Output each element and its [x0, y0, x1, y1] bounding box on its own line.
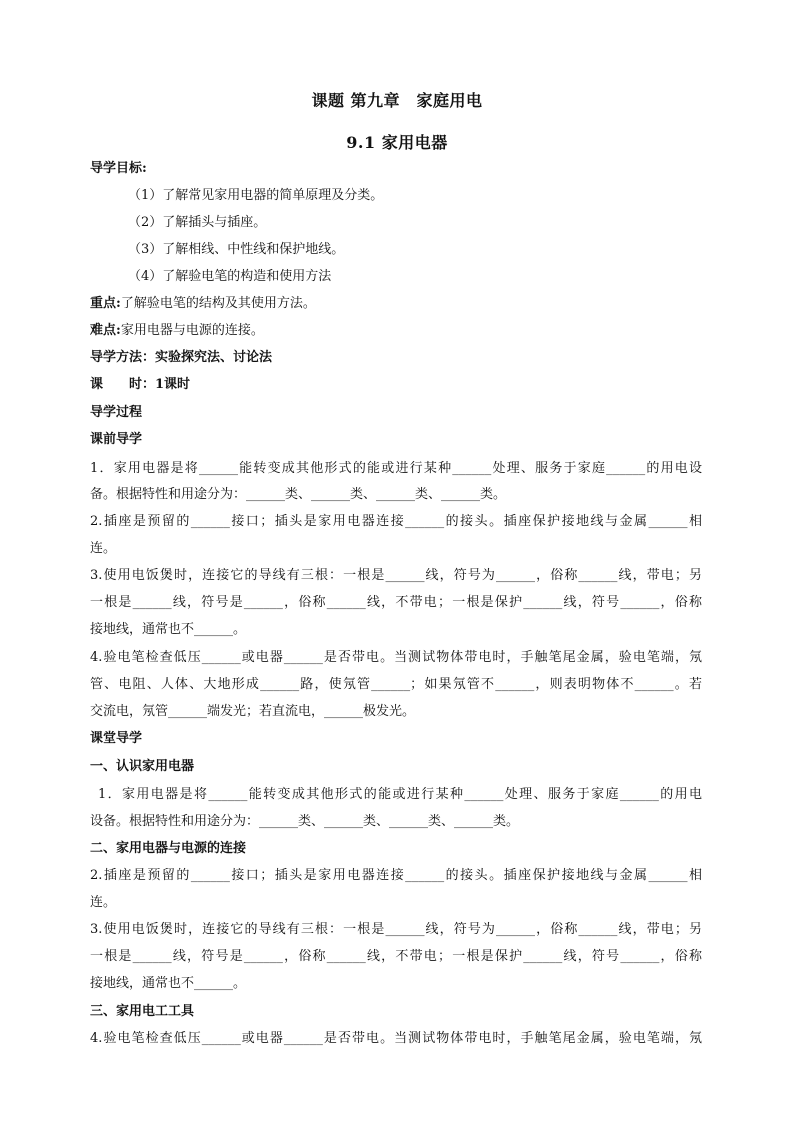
question-line: 1．家用电器是将______能转变成其他形式的能或进行某种______处理、服务于家庭______的用电设	[90, 461, 702, 476]
question-line: 3.使用电饭煲时，连接它的导线有三根：一根是______线，符号为______，俗称______线，带电；另	[90, 922, 702, 937]
key-point-label: 重点:	[90, 296, 121, 311]
section-title: 9.1 家用电器	[346, 133, 448, 152]
question-line: 1．家用电器是将______能转变成其他形式的能或进行某种______处理、服务于家庭______的用电	[98, 787, 702, 802]
section-heading: 三、家用电工工具	[90, 1004, 195, 1019]
key-point-text: 了解验电笔的结构及其使用方法。	[120, 296, 316, 311]
objective-item: （1）了解常见家用电器的简单原理及分类。	[128, 188, 384, 203]
difficulty-text: 家用电器与电源的连接。	[120, 323, 264, 338]
question-line: 一根是______线，符号是______，俗称______线，不带电；一根是保护______线，符号______，俗称	[90, 949, 702, 964]
process-heading: 导学过程	[90, 405, 143, 420]
question-line: 2.插座是预留的______接口；插头是家用电器连接______的接头。插座保护接地线与金属______相	[90, 868, 702, 883]
question-line: 3.使用电饭煲时，连接它的导线有三根：一根是______线，符号为______，俗称______线，带电；另	[90, 568, 702, 583]
question-line: 接地线，通常也不______。	[90, 976, 247, 991]
question-line: 接地线，通常也不______。	[90, 622, 247, 637]
key-point	[90, 295, 702, 313]
question-line: 管、电阻、人体、大地形成______路，使氖管______；如果氖管不______，则表明物体不______。若	[90, 677, 702, 692]
section-heading: 二、家用电器与电源的连接	[90, 841, 247, 856]
question-line: 一根是______线，符号是______，俗称______线，不带电；一根是保护______线，符号______，俗称	[90, 595, 702, 610]
difficulty-label: 难点:	[90, 323, 121, 338]
difficulty	[90, 322, 702, 340]
question-line: 备。根据特性和用途分为：______类、______类、______类、______类。	[90, 487, 507, 502]
question-line: 设备。根据特性和用途分为：______类、______类、______类、______类。	[90, 814, 520, 829]
pre-class-heading: 课前导学	[90, 432, 143, 447]
objective-item: （2）了解插头与插座。	[128, 215, 267, 230]
question-line: 4.验电笔检查低压______或电器______是否带电。当测试物体带电时，手触笔尾金属，验电笔端，氖	[90, 1031, 702, 1046]
objective-item: （4）了解验电笔的构造和使用方法	[128, 269, 332, 284]
question-line: 交流电，氖管______端发光；若直流电，______极发光。	[90, 704, 416, 719]
question-line: 2.插座是预留的______接口；插头是家用电器连接______的接头。插座保护接地线与金属______相	[90, 514, 702, 529]
question-line: 连。	[90, 541, 117, 556]
period-line: 课 时：1课时	[90, 377, 191, 392]
method-line: 导学方法：实验探究法、讨论法	[90, 350, 273, 365]
question-line: 4.验电笔检查低压______或电器______是否带电。当测试物体带电时，手触笔尾金属，验电笔端，氖	[90, 650, 702, 665]
page-title: 课题 第九章 家庭用电	[311, 91, 483, 110]
objectives-heading: 导学目标:	[90, 161, 147, 176]
question-line: 连。	[90, 895, 117, 910]
section-heading: 一、认识家用电器	[90, 759, 195, 774]
in-class-heading: 课堂导学	[90, 731, 143, 746]
objective-item: （3）了解相线、中性线和保护地线。	[128, 242, 345, 257]
